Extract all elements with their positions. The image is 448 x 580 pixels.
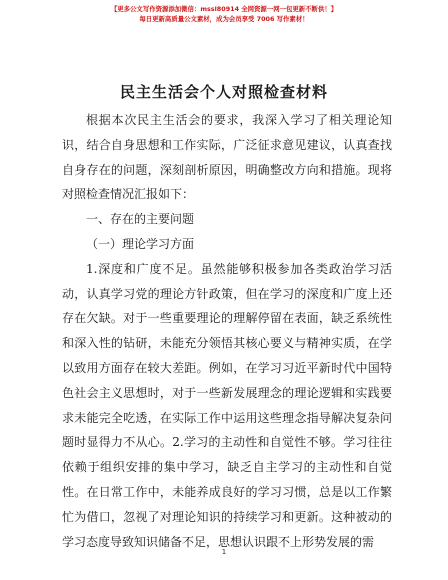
promo-banner-line1: 【更多公文写作资源添加微信：mssl80914 全网资源一网一包更新不断供！】	[110, 5, 338, 13]
intro-paragraph: 根据本次民主生活会的要求，我深入学习了相关理论知识，结合自身思想和工作实际，广泛征求意见建议，认真查找自身存在的问题，深刻剖析原因，明确整改方向和措施。现将对照检查情况汇报如下：	[62, 113, 392, 202]
promo-banner	[0, 4, 448, 24]
document-body	[62, 108, 392, 554]
section-heading-1: 一、存在的主要问题	[86, 212, 195, 227]
subsection-heading-1: （一）理论学习方面	[86, 236, 195, 251]
body-paragraph-1: 1.深度和广度不足。虽然能够积极参加各类政治学习活动，认真学习党的理论方针政策，但在学习的深度和广度上还存在欠缺。对于一些重要理论的理解停留在表面，缺乏系统性和深入性的钻研，未能充分领悟其核心要义与精神实质，在学以致用方面存在较大差距。例如，在学习习近平新时代中国特色社会主义思想时，对于一些新发展理念的理论逻辑和实践要求未能完全吃透，在实际工作中运用这些理念指导解决复杂问题时显得力不从心。2.学习的主动性和自觉性不够。学习往往依赖于组织安排的集中学习，缺乏自主学习的主动性和自觉性。在日常工作中，未能养成良好的学习习惯，总是以工作繁忙为借口，忽视了对理论知识的持续学习和更新。这种被动的学习态度导致知识储备不足，思想认识跟不上形势发展的需	[62, 261, 392, 549]
page-number: 1	[221, 548, 227, 556]
document-title: 民主生活会个人对照检查材料	[119, 83, 328, 101]
promo-banner-line2: 每日更新高质量公文素材，成为会员享受 7006 写作素材！	[139, 15, 309, 23]
